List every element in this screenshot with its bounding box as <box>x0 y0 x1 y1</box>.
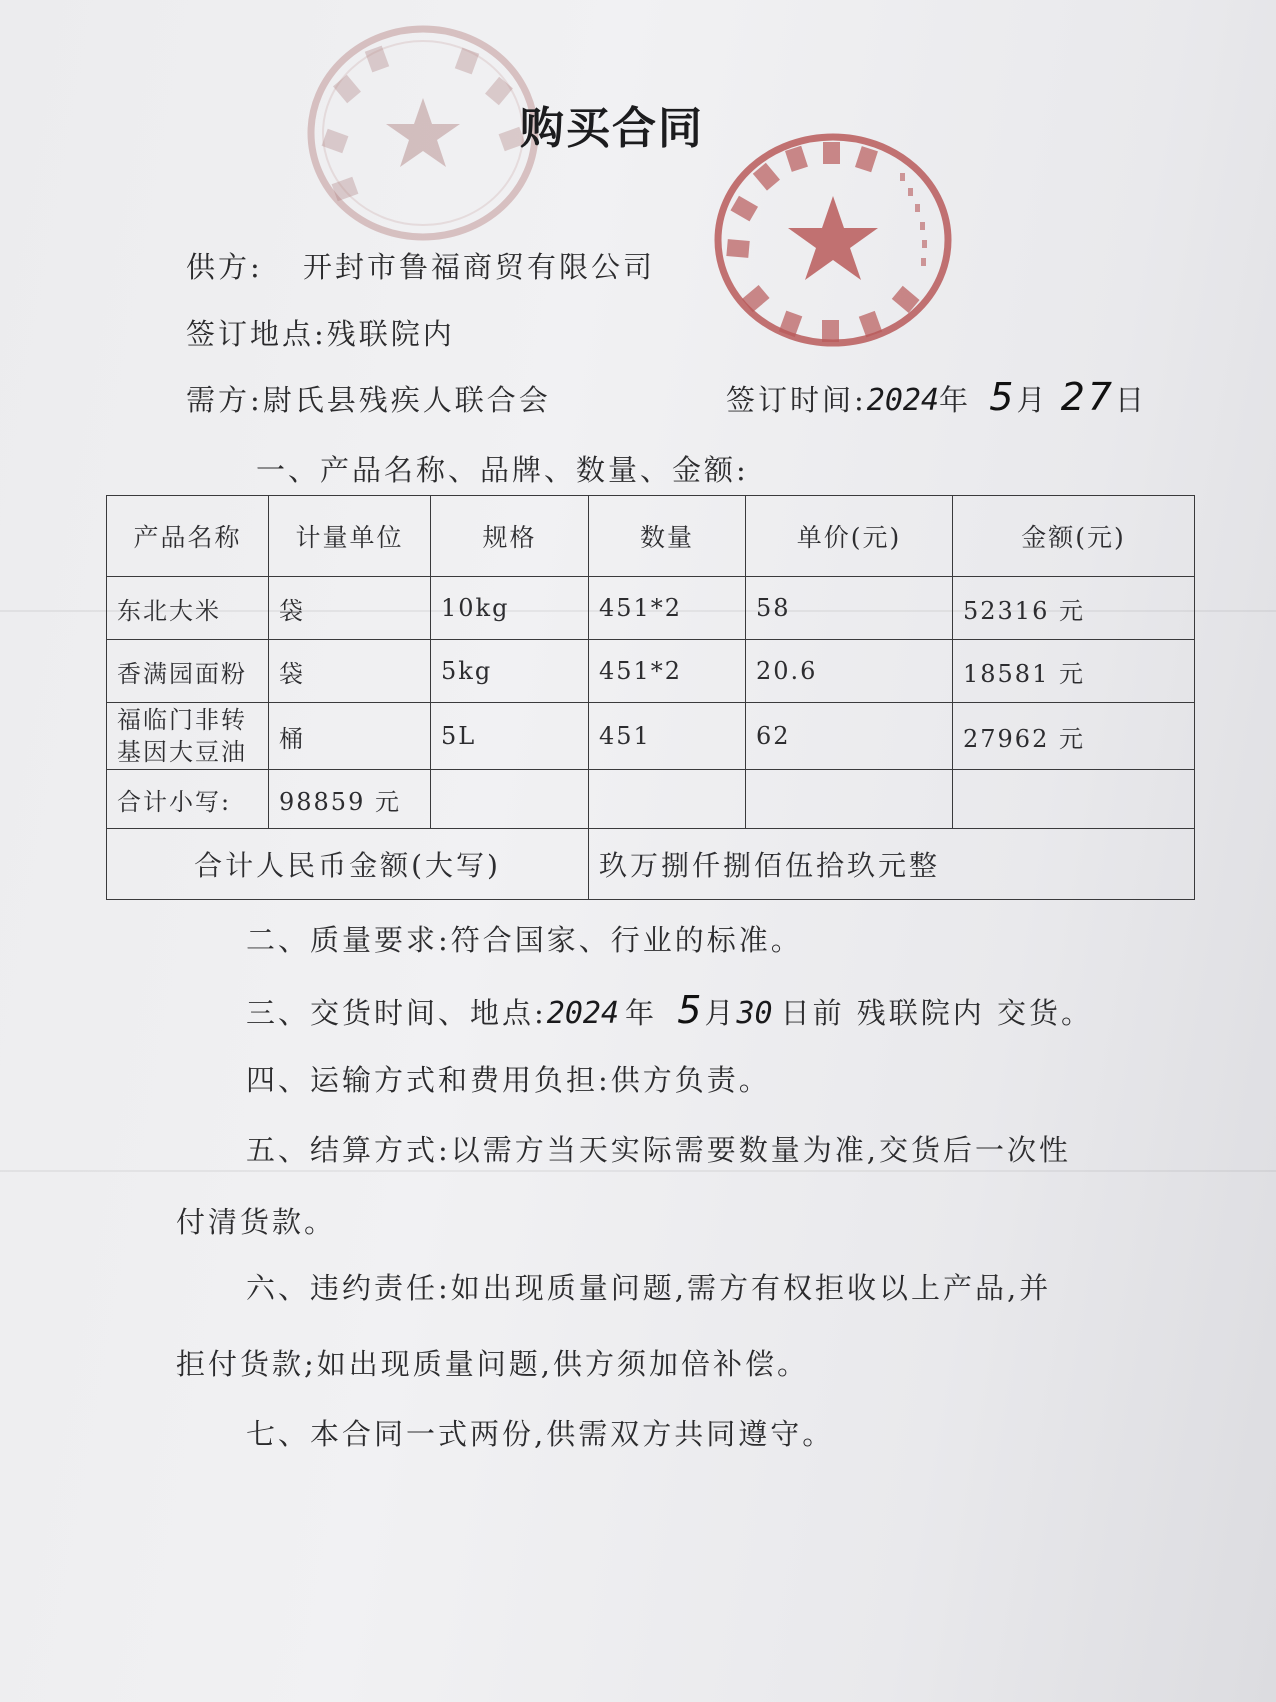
buyer-name: 尉氏县残疾人联合会 <box>262 383 551 417</box>
sign-date-day: 27 <box>1060 375 1116 419</box>
table-row <box>107 577 1195 640</box>
supplier-seal-stamp <box>708 128 958 352</box>
table-row <box>107 703 1195 770</box>
cell-spec: 5L <box>431 703 589 770</box>
delivery-year: 2024 <box>546 996 620 1031</box>
cell-unit-price: 62 <box>746 703 953 770</box>
sign-date-year-unit: 年 <box>939 383 972 417</box>
sign-date-month: 5 <box>989 375 1017 419</box>
cell-unit: 袋 <box>269 640 431 703</box>
cell-product-name: 福临门非转基因大豆油 <box>107 703 269 770</box>
sign-date-line <box>726 375 1147 419</box>
total-label: 合计人民币金额(大写) <box>107 829 589 900</box>
total-row <box>107 829 1195 900</box>
subtotal-label: 合计小写: <box>107 770 269 829</box>
contract-title: 购买合同 <box>520 103 704 154</box>
sign-date-month-unit: 月 <box>1016 383 1049 417</box>
table-header-row <box>107 496 1195 577</box>
section-4: 四、运输方式和费用负担:供方负责。 <box>246 1063 771 1097</box>
place-line <box>186 312 455 353</box>
header-quantity: 数量 <box>589 496 746 577</box>
section-5-line-1: 五、结算方式:以需方当天实际需要数量为准,交货后一次性 <box>246 1133 1071 1167</box>
cell-product-name: 香满园面粉 <box>107 640 269 703</box>
sign-date-label: 签订时间: <box>726 383 867 417</box>
header-unit: 计量单位 <box>269 496 431 577</box>
cell-amount: 18581 元 <box>953 640 1195 703</box>
section-3-prefix: 三、交货时间、地点: <box>246 996 547 1030</box>
empty-cell <box>953 770 1195 829</box>
cell-quantity: 451 <box>589 703 746 770</box>
section-1-heading: 一、产品名称、品牌、数量、金额: <box>256 453 749 487</box>
cell-unit-price: 58 <box>746 577 953 640</box>
cell-spec: 5kg <box>431 640 589 703</box>
cell-product-name: 东北大米 <box>107 577 269 640</box>
header-unit-price: 单价(元) <box>746 496 953 577</box>
buyer-seal-stamp <box>298 18 548 248</box>
total-value: 玖万捌仟捌佰伍拾玖元整 <box>589 829 1195 900</box>
cell-amount: 52316 元 <box>953 577 1195 640</box>
section-2: 二、质量要求:符合国家、行业的标准。 <box>246 923 803 957</box>
subtotal-row <box>107 770 1195 829</box>
table-row <box>107 640 1195 703</box>
section-7: 七、本合同一式两份,供需双方共同遵守。 <box>246 1417 835 1451</box>
section-5-line-2: 付清货款。 <box>176 1205 337 1239</box>
delivery-year-unit: 年 <box>625 996 658 1030</box>
cell-quantity: 451*2 <box>589 640 746 703</box>
supplier-label: 供方: <box>186 250 263 284</box>
empty-cell <box>746 770 953 829</box>
sign-date-day-unit: 日 <box>1115 383 1148 417</box>
buyer-label: 需方: <box>186 383 263 417</box>
delivery-month-unit: 月 <box>704 996 737 1030</box>
cell-spec: 10kg <box>431 577 589 640</box>
delivery-month: 5 <box>677 988 705 1032</box>
buyer-line <box>186 378 551 419</box>
section-3-suffix: 日前 残联院内 交货。 <box>780 996 1094 1030</box>
subtotal-value: 98859 元 <box>269 770 431 829</box>
header-spec: 规格 <box>431 496 589 577</box>
cell-unit: 桶 <box>269 703 431 770</box>
delivery-day: 30 <box>736 996 773 1031</box>
empty-cell <box>589 770 746 829</box>
cell-amount: 27962 元 <box>953 703 1195 770</box>
section-6-line-1: 六、违约责任:如出现质量问题,需方有权拒收以上产品,并 <box>246 1271 1052 1305</box>
section-6-line-2: 拒付货款;如出现质量问题,供方须加倍补偿。 <box>176 1347 809 1381</box>
supplier-line <box>186 245 655 286</box>
goods-table <box>106 495 1195 900</box>
empty-cell <box>431 770 589 829</box>
paper-fold <box>0 1170 1276 1172</box>
header-product-name: 产品名称 <box>107 496 269 577</box>
cell-quantity: 451*2 <box>589 577 746 640</box>
place-value: 残联院内 <box>326 317 455 351</box>
cell-unit: 袋 <box>269 577 431 640</box>
section-3 <box>246 988 1093 1032</box>
supplier-name: 开封市鲁福商贸有限公司 <box>303 250 656 284</box>
cell-unit-price: 20.6 <box>746 640 953 703</box>
place-label: 签订地点: <box>186 317 327 351</box>
sign-date-year: 2024 <box>866 383 940 418</box>
header-amount: 金额(元) <box>953 496 1195 577</box>
